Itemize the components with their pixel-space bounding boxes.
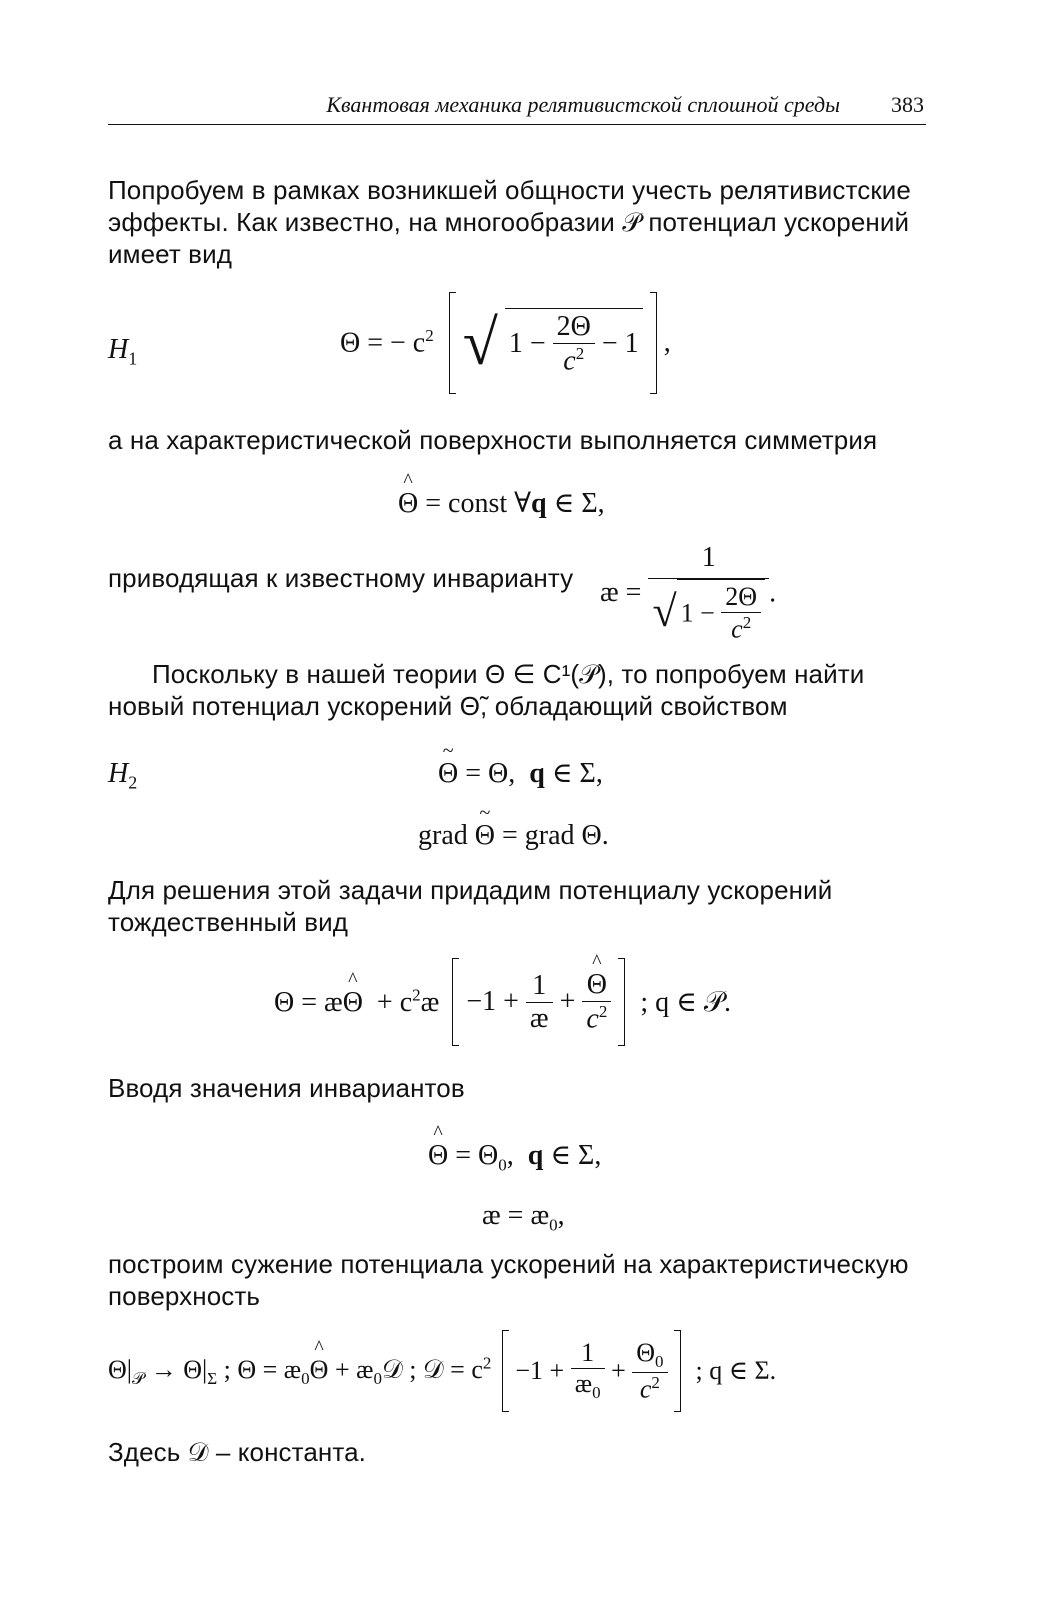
equation-invariant-ae: æ = $æ_0$, bbox=[482, 1200, 565, 1235]
equation-restriction: $\Theta|_𝒫 \to \Theta|_\Sigma$ ; $\Theta = æ_0\^{}$ $\Theta + æ_0𝒟$ ; 𝒟 = $c^2 -1$ + $\frac{1}{æ_0}$ + $\frac{\Theta_0}{c^2}$ ; q ∈ Σ. bbox=[108, 1330, 776, 1414]
label-h1: $H_1$ bbox=[108, 334, 138, 369]
equation-h2-a: ~ Θ = Θ, q ∈ Σ, bbox=[438, 756, 603, 790]
equation-identity: Θ = æ^ $\Theta + c^2æ -1$ + $\frac{1}{æ}$ + ^ $\frac{\Theta}{c^2}$ ; q ∈ 𝒫. bbox=[274, 958, 731, 1048]
eq3-fraction: 1 √ 1 − $\frac{2\Theta}{c^2}$ bbox=[648, 542, 769, 645]
equation-invariant: æ = 1 √ 1 − $\frac{2\Theta}{c^2}$ . bbox=[600, 542, 777, 644]
running-title: Квантовая механика релятивистской сплошной среды bbox=[326, 92, 840, 117]
paragraph-identity: Для решения этой задачи придадим потенциалу ускорений тождественный вид bbox=[108, 875, 833, 937]
page-number: 383 bbox=[891, 92, 924, 117]
paragraph-restriction: построим сужение потенциала ускорений на характеристическую поверхность bbox=[108, 1249, 909, 1311]
eq1-radicand: 1 − $\frac{2\Theta}{c^2}$ − 1 bbox=[505, 308, 643, 377]
header-rule bbox=[108, 124, 926, 125]
running-head bbox=[108, 88, 926, 122]
paragraph-new-potential: Поскольку в нашей теории Θ ∈ C¹(𝒫), то попробуем найти новый потенциал ускорений Θ̃, обладающий свойством bbox=[108, 659, 865, 721]
equation-h1: Θ = − $c^2$ √ 1 − $\frac{2\Theta}{c^2}$ − 1 , bbox=[340, 292, 671, 404]
eq1-fraction: $\frac{2\Theta}{c^2}$ bbox=[553, 311, 595, 377]
equation-h2-b: grad ~ Θ = grad Θ. bbox=[418, 820, 609, 852]
paragraph-invariants: Вводя значения инвариантов bbox=[108, 1073, 465, 1103]
label-h2: $H_2$ bbox=[108, 758, 138, 793]
eq1-right-bracket bbox=[650, 292, 657, 394]
paragraph-symmetry: а на характеристической поверхности выполняется симметрия bbox=[108, 425, 878, 455]
paragraph-invariant: приводящая к известному инварианту bbox=[108, 563, 574, 593]
paragraph-intro: Попробуем в рамках возникшей общности учесть релятивистские эффекты. Как известно, на многообразии 𝒫 потенциал ускорений имеет вид bbox=[108, 175, 911, 269]
equation-symmetry: ^ Θ = const ∀q ∈ Σ, bbox=[398, 486, 605, 520]
paragraph-constant: Здесь 𝒟 – константа. bbox=[108, 1437, 366, 1467]
equation-invariant-theta: ^ $\Theta = \Theta_0$, q ∈ Σ, bbox=[428, 1138, 601, 1176]
eq1-lhs: Θ = − $c^2$ bbox=[340, 326, 434, 359]
eq1-sqrt-sign: √ bbox=[462, 307, 498, 378]
eq1-left-bracket bbox=[449, 292, 456, 394]
